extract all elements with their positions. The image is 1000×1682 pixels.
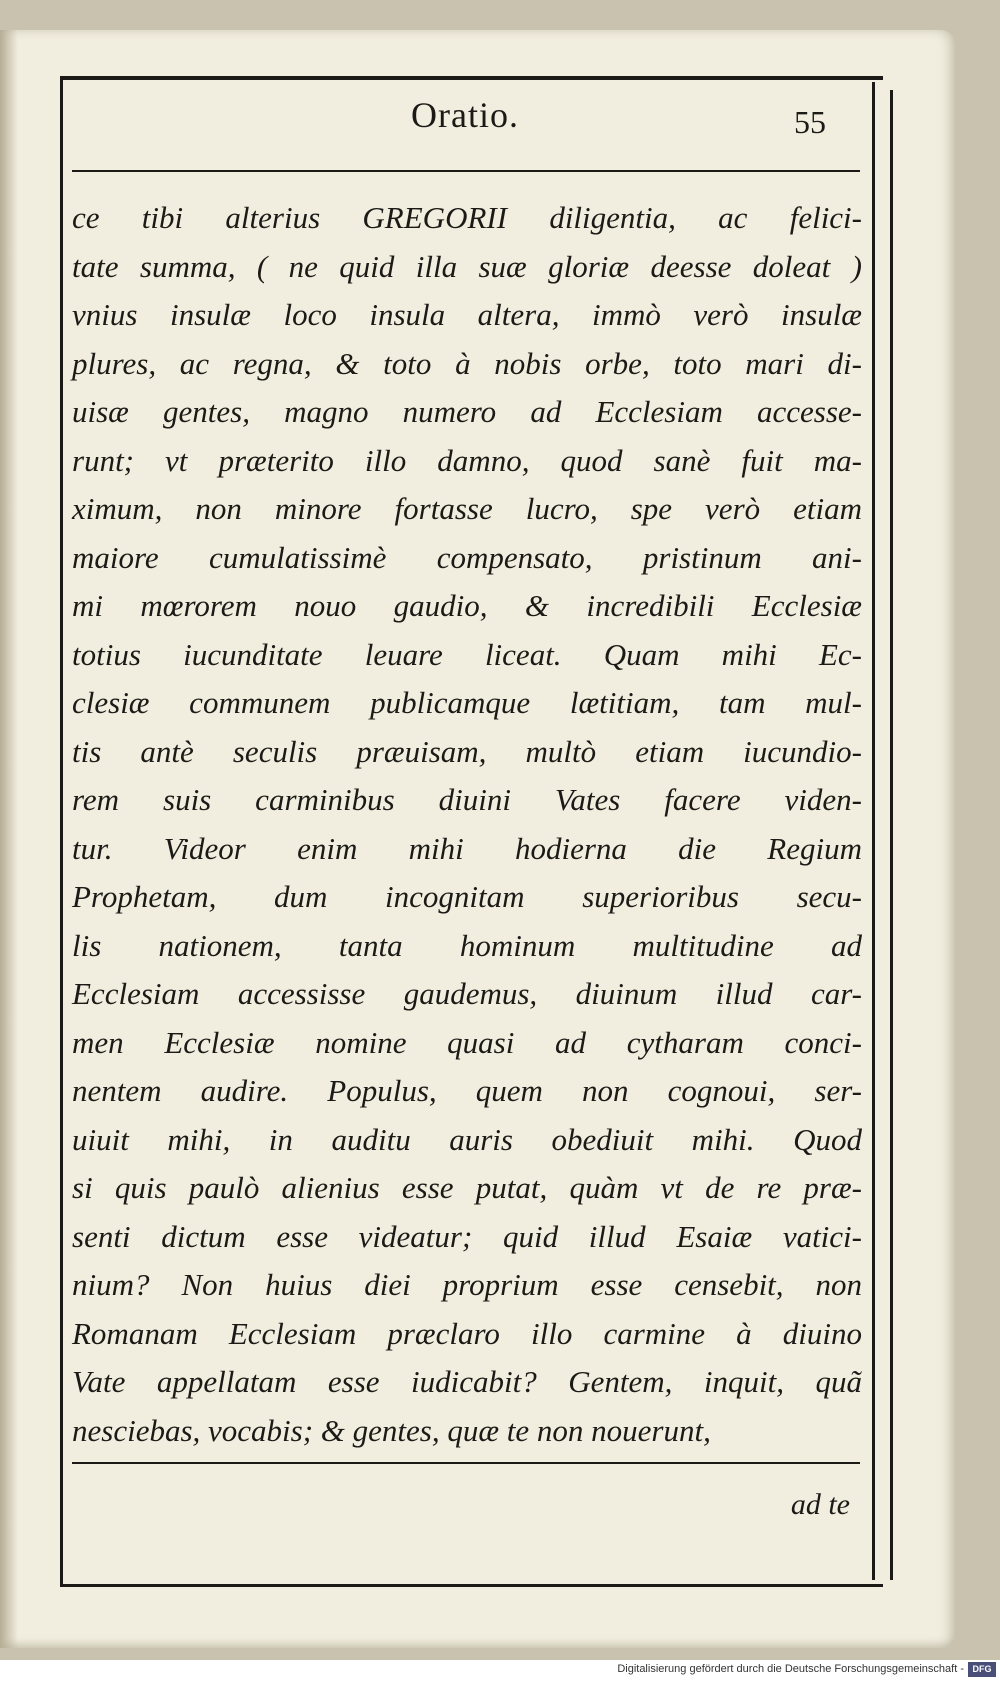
text-line: senti dictum esse videatur; quid illud Esaiæ vatici-: [72, 1218, 862, 1254]
text-line: tate summa, ( ne quid illa suæ gloriæ deesse doleat ): [72, 248, 862, 284]
footer-rule: [72, 1462, 860, 1464]
page-number: 55: [794, 104, 826, 140]
dfg-logo: DFG: [968, 1662, 996, 1677]
text-line: ximum, non minore fortasse lucro, spe verò etiam: [72, 491, 862, 526]
text-line: clesiæ communem publicamque lætitiam, tam mul-: [72, 685, 862, 720]
text-line: Prophetam, dum incognitam superioribus secu-: [72, 879, 862, 914]
header-rule: [72, 170, 860, 172]
body-text: [72, 194, 862, 1455]
text-line: totius iucunditate leuare liceat. Quam mihi Ec-: [72, 636, 862, 672]
catchword: ad te: [790, 1488, 850, 1521]
text-line: lis nationem, tanta hominum multitudine ad: [72, 927, 862, 963]
text-line: tur. Videor enim mihi hodierna die Regium: [72, 830, 862, 866]
text-line: Vate appellatam esse iudicabit? Gentem, inquit, quã: [72, 1364, 862, 1399]
text-line: vnius insulæ loco insula altera, immò verò insulæ: [72, 297, 862, 332]
text-line: uisæ gentes, magno numero ad Ecclesiam accesse-: [72, 394, 862, 429]
text-line: mi mœrorem nouo gaudio, & incredibili Ecclesiæ: [72, 588, 862, 623]
text-line: tis antè seculis præuisam, multò etiam iucundio-: [72, 733, 862, 769]
text-line: plures, ac regna, & toto à nobis orbe, toto mari di-: [72, 345, 862, 381]
text-line: nesciebas, vocabis; & gentes, quæ te non nouerunt,: [72, 1412, 711, 1448]
digitization-credit: Digitalisierung gefördert durch die Deutsche Forschungsgemeinschaft -: [617, 1663, 964, 1675]
text-line: uiuit mihi, in auditu auris obediuit mihi. Quod: [72, 1121, 862, 1157]
page-border-right-inner: [872, 82, 875, 1580]
text-line: Ecclesiam accessisse gaudemus, diuinum illud car-: [72, 976, 862, 1011]
text-line: men Ecclesiæ nomine quasi ad cytharam conci-: [72, 1024, 862, 1060]
page-gutter-shadow: [0, 30, 18, 1648]
text-line: runt; vt præterito illo damno, quod sanè fuit ma-: [72, 442, 862, 478]
text-line: Romanam Ecclesiam præclaro illo carmine à diuino: [72, 1315, 862, 1351]
text-line: nium? Non huius diei proprium esse censebit, non: [72, 1267, 862, 1302]
running-title: Oratio.: [411, 95, 519, 135]
text-line: si quis paulò alienius esse putat, quàm vt de re præ-: [72, 1170, 862, 1205]
text-line: ce tibi alterius GREGORII diligentia, ac felici-: [72, 200, 862, 235]
text-line: maiore cumulatissimè compensato, pristinum ani-: [72, 539, 862, 575]
text-line: rem suis carminibus diuini Vates facere viden-: [72, 782, 862, 817]
text-line: nentem audire. Populus, quem non cognoui, ser-: [72, 1073, 862, 1108]
page-border-right-outer: [890, 90, 893, 1580]
